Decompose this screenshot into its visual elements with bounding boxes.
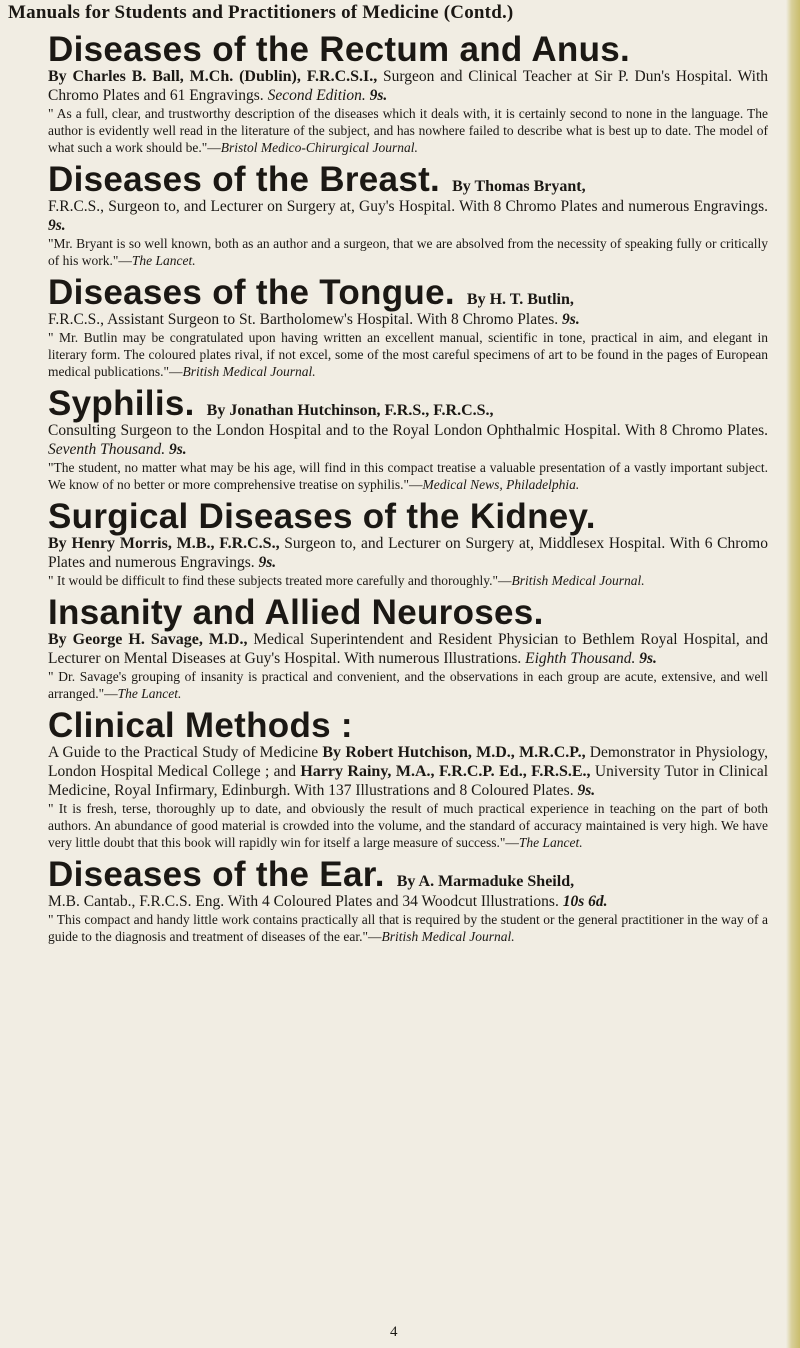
entry-price: 9s. (562, 311, 580, 328)
entry-author: By Robert Hutchison, M.D., M.R.C.P., (322, 744, 586, 761)
entry-price: 9s. (577, 782, 596, 799)
entry-edition: Second Edition. (267, 87, 366, 104)
entry-details: Surgeon to, and Lecturer on Surgery at, Middlesex Hospital. With 6 Chromo Plates and numerous Engravings. (48, 535, 768, 571)
entry-title: Clinical Methods : (48, 706, 353, 745)
entry-price: 9s. (258, 554, 277, 571)
entry-review-source: The Lancet. (518, 835, 583, 850)
entry-clinical-methods (48, 708, 768, 851)
entry-details: F.R.C.S., Surgeon to, and Lecturer on Surgery at, Guy's Hospital. With 8 Chromo Plates and numerous Engravings. (48, 198, 768, 215)
entry-review: "Mr. Bryant is so well known, both as an author and a surgeon, that we are absolved from the necessity of speaking fully or critically of his work."— (48, 236, 768, 268)
entry-review-source: British Medical Journal. (182, 364, 316, 379)
entry-title: Diseases of the Breast. (48, 160, 441, 199)
entry-details: Surgeon and Clinical Teacher at Sir P. Dun's Hospital. With Chromo Plates and 61 Engravings. (48, 68, 769, 104)
running-head: Manuals for Students and Practitioners of Medicine (Contd.) (8, 2, 514, 23)
entry-breast (48, 162, 768, 269)
catalogue-content (48, 32, 768, 951)
entry-review-source: Medical News, Philadelphia. (422, 477, 580, 492)
entry-tongue (48, 275, 768, 380)
entry-insanity (48, 595, 768, 702)
entry-author: By Thomas Bryant, (452, 178, 586, 195)
entry-title: Insanity and Allied Neuroses. (48, 593, 544, 632)
page-edge (786, 0, 800, 1348)
entry-title: Surgical Diseases of the Kidney. (48, 497, 596, 536)
entry-co-author-details: University Tutor in Clinical Medicine, Royal Infirmary, Edinburgh. With 137 Illustrations and 8 Coloured Plates. (48, 763, 769, 799)
page-number: 4 (390, 1324, 398, 1340)
entry-title: Syphilis. (48, 384, 195, 423)
entry-details: Demonstrator in Physiology, London Hospital Medical College ; and (48, 744, 769, 780)
entry-details: Consulting Surgeon to the London Hospital and to the Royal London Ophthalmic Hospital. With 8 Chromo Plates. (48, 422, 768, 439)
entry-review-source: British Medical Journal. (381, 929, 515, 944)
entry-review: " It would be difficult to find these subjects treated more carefully and thoroughly."— (48, 573, 512, 588)
entry-title: Diseases of the Ear. (48, 855, 385, 894)
entry-review: " This compact and handy little work contains practically all that is required by the student or the general practitioner in the way of a guide to the diagnosis and treatment of diseases of the ear."— (48, 912, 768, 944)
entry-rectum-anus (48, 32, 768, 156)
entry-author: By Charles B. Ball, M.Ch. (Dublin), F.R.C.S.I., (48, 68, 378, 85)
entry-syphilis (48, 386, 768, 493)
entry-details: F.R.C.S., Assistant Surgeon to St. Bartholomew's Hospital. With 8 Chromo Plates. (48, 311, 559, 328)
entry-price: 9s. (369, 87, 388, 104)
entry-price: 9s. (48, 217, 66, 234)
entry-review: "The student, no matter what may be his age, will find in this compact treatise a valuable presentation of a vastly important subject. We know of no better or more comprehensive treatise on syphilis."— (48, 460, 768, 492)
entry-details: Medical Superintendent and Resident Physician to Bethlem Royal Hospital, and Lecturer on Mental Diseases at Guy's Hospital. With numerous Illustrations. (48, 631, 769, 667)
entry-review: " Dr. Savage's grouping of insanity is practical and convenient, and the observations in each group are acute, extensive, and well arranged."— (48, 669, 768, 701)
entry-review: " Mr. Butlin may be congratulated upon having written an excellent manual, scientific in tone, practical in aim, and elegant in literary form. The coloured plates rival, if not excel, some of the most careful specimens of art to be found in the pages of European medical publications."— (48, 330, 768, 379)
entry-review-source: Bristol Medico-Chirurgical Journal. (220, 140, 418, 155)
entry-review-source: The Lancet. (131, 253, 196, 268)
entry-author: By A. Marmaduke Sheild, (396, 873, 575, 890)
entry-price: 9s. (639, 650, 657, 667)
entry-review-source: British Medical Journal. (511, 573, 645, 588)
entry-price: 10s 6d. (562, 893, 608, 910)
entry-author: By Henry Morris, M.B., F.R.C.S., (48, 535, 280, 552)
entry-title: Diseases of the Tongue. (48, 273, 455, 312)
entry-review: " It is fresh, terse, thoroughly up to date, and obviously the result of much practical experience in teaching on the part of both authors. An abundance of good material is crowded into the volume, and the standard of accuracy maintained is very high. We have very little doubt that this book will rapidly win for itself a large measure of success."— (48, 801, 768, 850)
entry-review: " As a full, clear, and trustworthy description of the diseases which it deals with, it is certainly second to none in the language. The author is evidently well read in the literature of the subject, and has nowhere failed to describe what is best up to date. The model of what such a work should be."— (48, 106, 768, 155)
entry-author: By Jonathan Hutchinson, F.R.S., F.R.C.S., (206, 402, 494, 419)
entry-edition: Seventh Thousand. (48, 441, 166, 458)
entry-kidney (48, 499, 768, 589)
entry-price: 9s. (168, 441, 187, 458)
entry-ear (48, 857, 768, 945)
entry-edition: Eighth Thousand. (525, 650, 636, 667)
entry-co-author: Harry Rainy, M.A., F.R.C.P. Ed., F.R.S.E., (300, 763, 591, 780)
entry-title: Diseases of the Rectum and Anus. (48, 30, 631, 69)
entry-subtitle: A Guide to the Practical Study of Medicine (48, 744, 319, 761)
entry-author: By H. T. Butlin, (466, 291, 574, 308)
entry-details: M.B. Cantab., F.R.C.S. Eng. With 4 Coloured Plates and 34 Woodcut Illustrations. (48, 893, 559, 910)
entry-author: By George H. Savage, M.D., (48, 631, 248, 648)
entry-review-source: The Lancet. (117, 686, 182, 701)
